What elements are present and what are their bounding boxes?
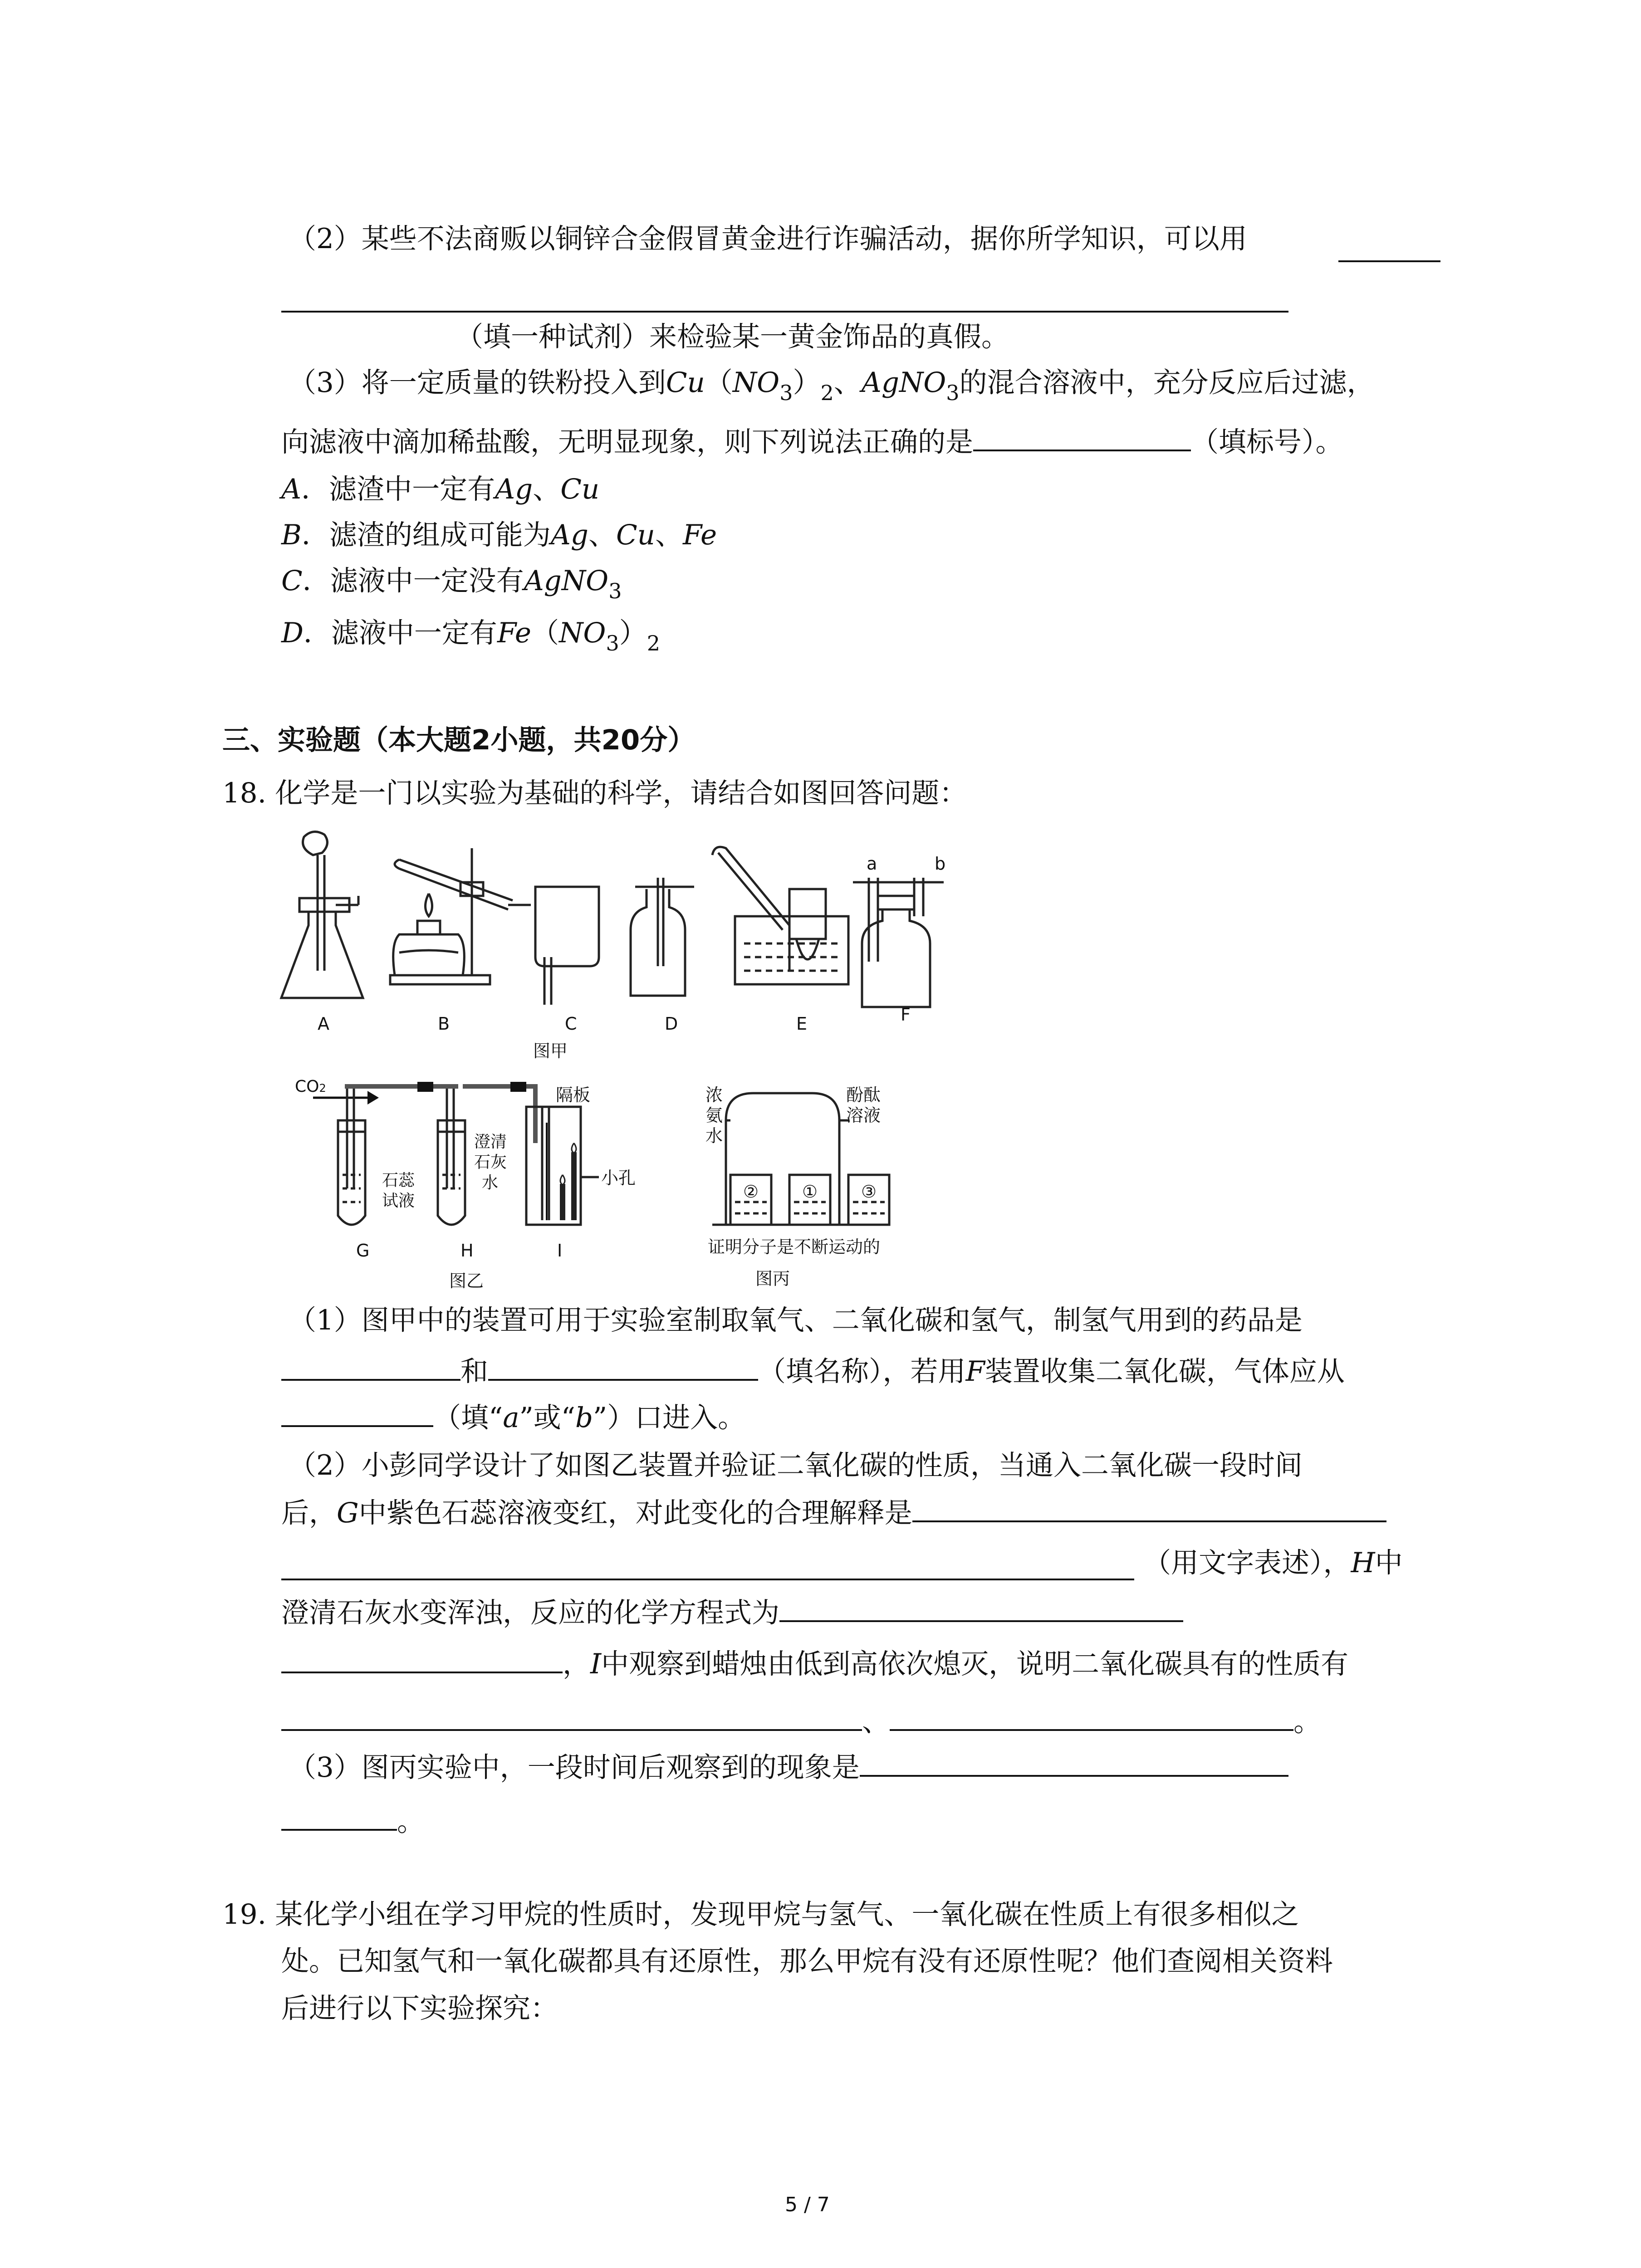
port-b: b (575, 1402, 593, 1434)
answer-blank[interactable] (779, 1618, 1183, 1622)
subscript-2: 2 (647, 631, 661, 655)
paren-right: ） (793, 367, 821, 399)
label-a: A (318, 1014, 329, 1034)
q18-2-text-f1: 、 (862, 1706, 890, 1738)
q18-2-text-d: 澄清石灰水变浑浊，反应的化学方程式为 (281, 1597, 780, 1629)
q18-1-text-c1: （填“ (433, 1402, 503, 1434)
q18-2-text-c2: 中 (1375, 1547, 1403, 1579)
label-f-b: b (935, 854, 946, 874)
answer-blank[interactable] (281, 1727, 862, 1731)
q18-1-line2 (281, 1355, 1345, 1388)
q18-2-text-e2: 中观察到蜡烛由低到高依次熄灭，说明二氧化碳具有的性质有 (601, 1648, 1349, 1680)
apparatus-a-icon (281, 832, 363, 998)
port-a: a (503, 1402, 519, 1434)
formula-cu: Cu (666, 367, 705, 399)
q18-1-text-b3: 装置收集二氧化碳，气体应从 (985, 1355, 1345, 1388)
q18-3-line2 (281, 1805, 425, 1838)
label-e: E (796, 1014, 808, 1034)
answer-blank[interactable] (281, 1670, 563, 1673)
q18-2-line1: （2）小彭同学设计了如图乙装置并验证二氧化碳的性质，当通入二氧化碳一段时间 (289, 1449, 1303, 1481)
label-g-2: 试液 (382, 1192, 415, 1210)
answer-blank[interactable] (860, 1773, 1288, 1777)
option-letter: B (281, 519, 302, 551)
apparatus-c-icon (535, 887, 599, 1005)
apparatus-e-icon (712, 847, 848, 984)
label-phenol-2: 溶液 (846, 1105, 881, 1125)
formula-agno: AgNO (861, 367, 946, 399)
label-h-3: 水 (482, 1173, 499, 1192)
formula-cu: Cu (560, 473, 600, 505)
q18-1-line3 (281, 1404, 745, 1432)
label-ammonia-1: 浓 (705, 1085, 723, 1105)
label-i: I (557, 1241, 563, 1261)
label-g: G (356, 1241, 370, 1261)
q18-2-text-b2: 中紫色石蕊溶液变红，对此变化的合理解释是 (358, 1497, 912, 1529)
caption-jia: 图甲 (533, 1041, 568, 1061)
enum-comma: 、 (533, 473, 561, 505)
q18-2-line5 (281, 1650, 1348, 1678)
formula-fe: Fe (682, 519, 717, 551)
label-b: B (438, 1014, 450, 1034)
subscript-3: 3 (606, 631, 619, 655)
q18-2-line3 (1143, 1549, 1403, 1577)
answer-blank[interactable] (281, 1423, 433, 1427)
q18-1-line1: （1）图甲中的装置可用于实验室制取氧气、二氧化碳和氢气，制氢气用到的药品是 (289, 1304, 1303, 1336)
caption-yi: 图乙 (449, 1271, 484, 1291)
q19-line2: 处。已知氢气和一氧化碳都具有还原性，那么甲烷有没有还原性呢？他们查阅相关资料 (281, 1945, 1333, 1977)
paren-left: （ (705, 367, 733, 399)
enum-comma: 、 (655, 519, 683, 551)
q17-3-text-a1: （3）将一定质量的铁粉投入到 (289, 367, 666, 399)
q19-line1: 19. 某化学小组在学习甲烷的性质时，发现甲烷与氢气、一氧化碳在性质上有很多相似之 (222, 1898, 1299, 1931)
formula-no: NO (559, 617, 606, 649)
q18-2-line6 (281, 1706, 1322, 1738)
co2-sub: 2 (319, 1082, 326, 1095)
formula-cu: Cu (616, 519, 655, 551)
apparatus-b-icon (390, 848, 531, 984)
section-heading: 三、实验题（本大题2小题，共20分） (222, 724, 696, 756)
enum-comma: 、 (588, 519, 616, 551)
q18-2-line2 (281, 1499, 1386, 1527)
q19-line3: 后进行以下实验探究： (281, 1992, 558, 2024)
label-g-1: 石蕊 (382, 1171, 415, 1190)
q18-1-text-b2: （填名称），若用 (758, 1355, 966, 1388)
formula-no: NO (732, 367, 780, 399)
label-h-2: 石灰 (474, 1153, 507, 1172)
label-hole: 小孔 (601, 1168, 636, 1188)
q18-2-line4 (281, 1599, 1183, 1627)
bing-note: 证明分子是不断运动的 (708, 1237, 881, 1257)
label-h: H (460, 1241, 474, 1261)
q18-2-text-c1: （用文字表述）， (1143, 1547, 1351, 1579)
q17-2-text-b: （填一种试剂）来检验某一黄金饰品的真假。 (456, 321, 1009, 353)
label-co2 (295, 1079, 326, 1095)
paren-left: （ (531, 617, 559, 649)
option-letter: A (281, 473, 302, 505)
apparatus-d-icon (631, 878, 694, 996)
beaker-2-label: ② (743, 1182, 759, 1202)
label-ammonia-2: 氨 (705, 1105, 723, 1125)
label-f: F (901, 1005, 911, 1025)
q18-stem: 18. 化学是一门以实验为基础的科学，请结合如图回答问题： (222, 777, 967, 809)
q17-3-text-a2: 的混合溶液中，充分反应后过滤， (959, 367, 1375, 399)
option-text: ．滤液中一定有 (303, 617, 497, 649)
answer-blank[interactable] (488, 1377, 758, 1381)
q17-2-text-a: （2）某些不法商贩以铜锌合金假冒黄金进行诈骗活动，据你所学知识，可以用 (289, 223, 1247, 255)
co2-text: CO (295, 1077, 319, 1096)
caption-bing: 图丙 (755, 1269, 790, 1289)
q18-2-text-b1: 后， (281, 1497, 337, 1529)
enum-comma: 、 (833, 367, 862, 399)
q17-3-text-b2: （填标号）。 (1191, 426, 1343, 458)
subscript-2: 2 (820, 381, 834, 405)
q18-3-text-b: 。 (397, 1805, 425, 1838)
label-ammonia-3: 水 (705, 1126, 723, 1146)
q18-3-text-a: （3）图丙实验中，一段时间后观察到的现象是 (289, 1751, 860, 1784)
q18-2-text-e1: ， (563, 1648, 591, 1680)
apparatus-i-ref: I (590, 1648, 602, 1680)
formula-fe: Fe (497, 617, 532, 649)
q18-1-text-c2: ”或“ (519, 1402, 575, 1434)
option-letter: C (281, 565, 303, 597)
option-text: ．滤渣中一定有 (301, 473, 495, 505)
q18-1-and: 和 (460, 1355, 489, 1388)
label-partition: 隔板 (556, 1085, 591, 1105)
page-number: 5 / 7 (785, 2193, 830, 2216)
q18-2-text-f2: 。 (1293, 1706, 1322, 1738)
answer-blank[interactable] (912, 1519, 1386, 1522)
formula-ag: Ag (550, 519, 588, 551)
beaker-1-label: ① (802, 1182, 818, 1202)
subscript-3: 3 (608, 579, 622, 603)
apparatus-f-ref: F (965, 1355, 985, 1388)
apparatus-g-ref: G (337, 1497, 359, 1529)
label-phenol-1: 酚酞 (846, 1085, 881, 1105)
label-d: D (665, 1014, 678, 1034)
answer-blank[interactable] (281, 1377, 460, 1381)
apparatus-h-ref: H (1351, 1547, 1375, 1579)
answer-blank[interactable] (281, 1579, 1134, 1580)
q18-3-line1 (289, 1751, 1288, 1784)
formula-ag: Ag (495, 473, 533, 505)
subscript-3: 3 (946, 381, 960, 405)
apparatus-f-icon (853, 878, 944, 1007)
formula-agno: AgNO (524, 565, 609, 597)
answer-blank[interactable] (890, 1727, 1293, 1731)
q18-1-text-c3: ”）口进入。 (593, 1402, 746, 1434)
subscript-3: 3 (779, 381, 793, 405)
label-c: C (565, 1014, 577, 1034)
option-text: ．滤渣的组成可能为 (301, 519, 551, 551)
option-text: ．滤液中一定没有 (302, 565, 524, 597)
paren-right: ） (619, 617, 647, 649)
option-letter: D (281, 617, 304, 649)
beaker-3-label: ③ (861, 1182, 877, 1202)
label-f-a: a (867, 854, 877, 874)
label-h-1: 澄清 (474, 1133, 507, 1151)
answer-blank[interactable] (281, 1827, 397, 1831)
q17-3-text-b1: 向滤液中滴加稀盐酸，无明显现象，则下列说法正确的是 (281, 426, 974, 458)
